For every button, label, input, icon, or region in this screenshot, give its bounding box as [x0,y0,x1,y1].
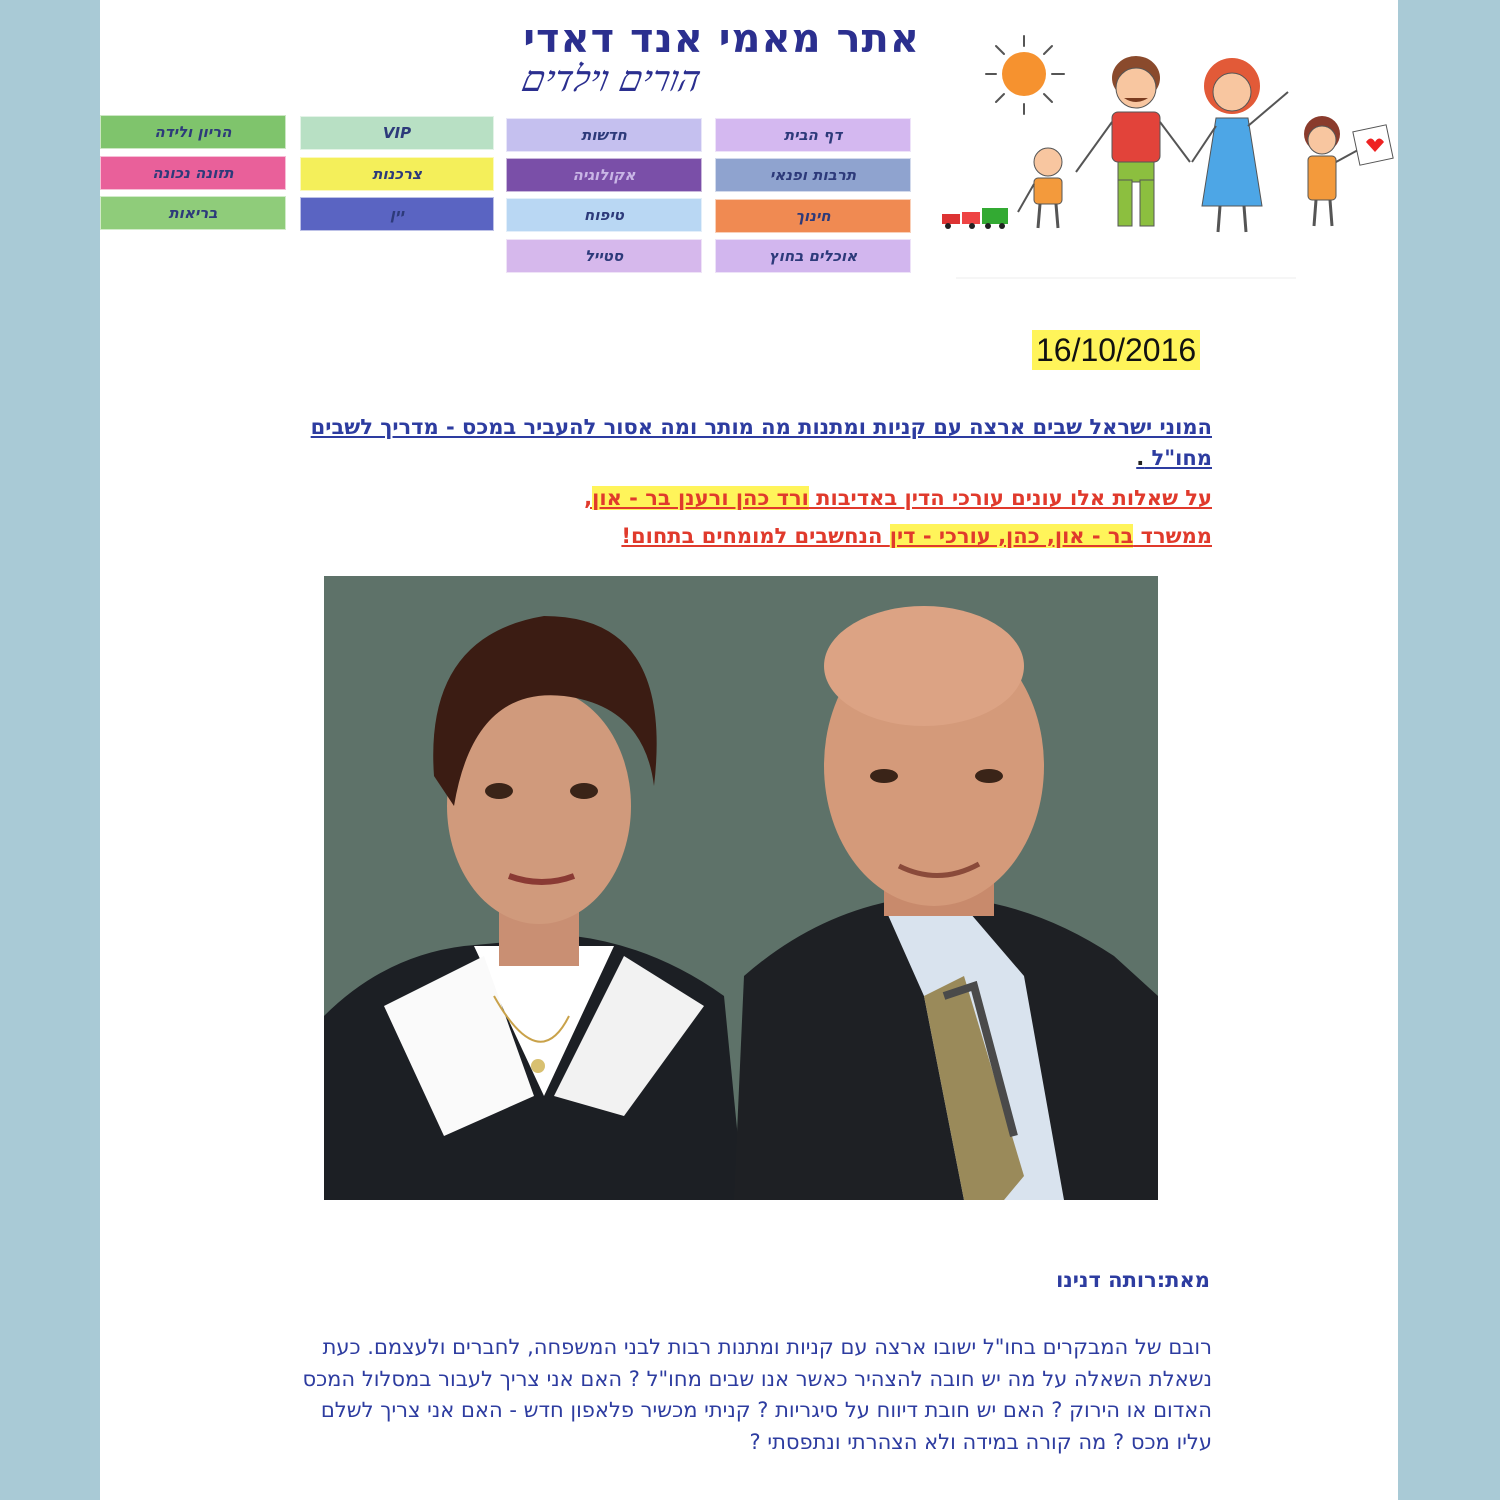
mother-figure [1192,58,1288,232]
nav-item-pregnancy[interactable]: הריון ולידה [100,115,286,149]
lawyers-photo [324,576,1158,1200]
nav-item-style[interactable]: סטייל [506,239,702,273]
nav-item-ecology[interactable]: אקולוגיה [506,158,702,192]
sun-icon [986,36,1064,114]
article-date: 16/10/2016 [1032,330,1200,370]
nav-item-news[interactable]: חדשות [506,118,702,152]
nav-item-dining-out[interactable]: אוכלים בחוץ [715,239,911,273]
site-subtitle: הורים וילדים [518,59,705,100]
article-subline-2: ממשרד בר - און, כהן, עורכי - דין הנחשבים למומחים בתחום! [621,524,1212,548]
nav-item-nutrition[interactable]: תזונה נכונה [100,156,286,190]
nav-item-home[interactable]: דף הבית [715,118,911,152]
site-title[interactable]: אתר מאמי אנד דאדי [523,16,920,62]
article-body: רובם של המבקרים בחו"ל ישובו ארצה עם קניות ומתנות רבות לבני המשפחה, לחברים ולעצמם. כעת נשאלת השאלה על מה יש חובה להצהיר כאשר אנו שבים מחו"ל ? האם אני צריך לעבור במסלול המכס האדום או הירוק ? האם יש חובת דיווח על סיגריות ? קניתי מכשיר פלאפון חדש - האם אני צריך לשלם עליו מכס ? מה קורה במידה ולא הצהרתי ונתפסתי ? [302,1335,1212,1454]
article-byline: מאת:רותה דנינו [1056,1268,1210,1292]
nav-item-consumer[interactable]: צרכנות [300,157,494,191]
nav-item-grooming[interactable]: טיפוח [506,198,702,232]
girl-figure [1304,116,1393,226]
father-figure [1076,56,1190,226]
nav-item-wine[interactable]: יין [300,197,494,231]
nav-item-health[interactable]: בריאות [100,196,286,230]
toy-train-icon [942,208,1008,229]
nav-item-education[interactable]: חינוך [715,199,911,233]
baby-figure [1018,148,1062,228]
nav-item-vip[interactable]: VIP [300,116,494,150]
page [100,0,1398,1500]
article-subline-1: על שאלות אלו עונים עורכי הדין באדיבות ורד כהן ורענן בר - און, [584,486,1212,510]
nav-item-culture[interactable]: תרבות ופנאי [715,158,911,192]
article-headline[interactable]: המוני ישראל שבים ארצה עם קניות ומתנות מה מותר ומה אסור להעביר במכס - מדריך לשבים מחו"ל . [310,415,1212,470]
family-illustration [936,22,1398,282]
